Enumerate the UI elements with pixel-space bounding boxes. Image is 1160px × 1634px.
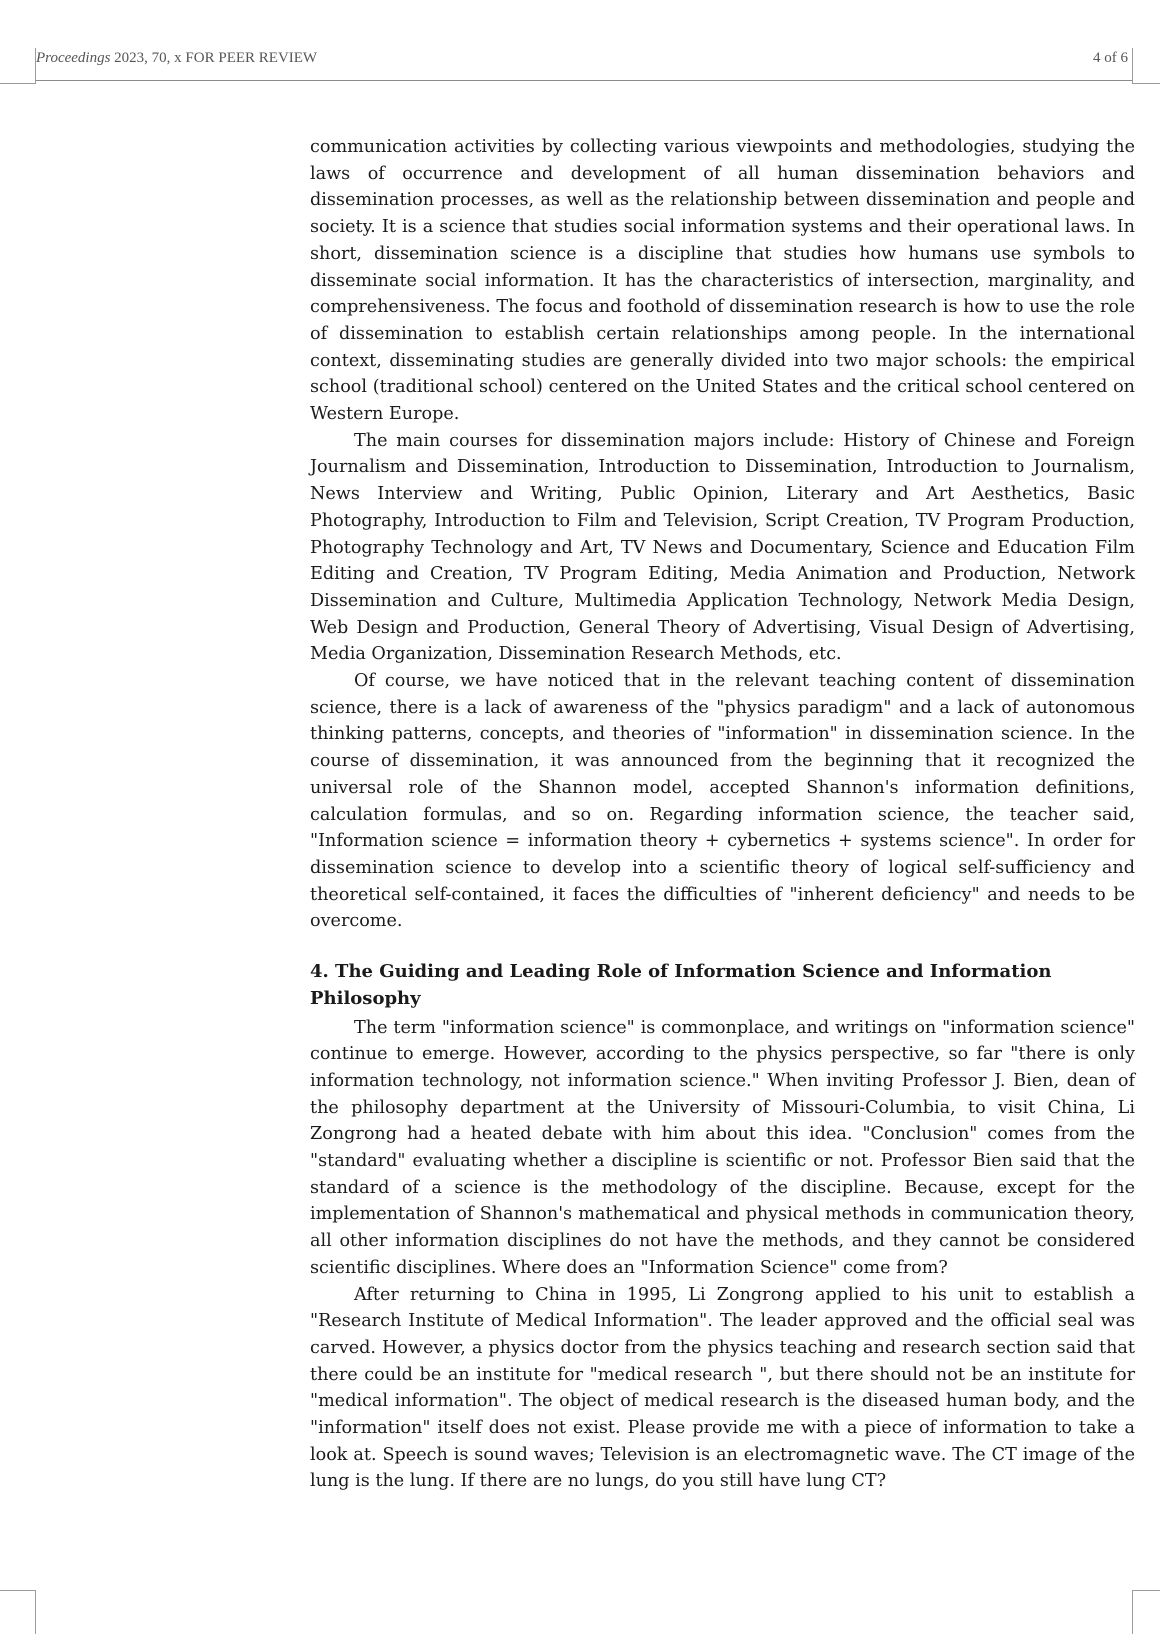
- section-heading: 4. The Guiding and Leading Role of Information Science and Information Philosophy: [310, 961, 1052, 1009]
- paragraph-5: After returning to China in 1995, Li Zongrong applied to his unit to establish a "Research Institute of Medical Information". The leader approved and the official seal was carved. However, a physics doctor from the physics teaching and research section said that there could be an institute for "medical research ", but there should not be an institute for "medical information". The object of medical research is the diseased human body, and the "information" itself does not exist. Please provide me with a piece of information to take a look at. Speech is sound waves; Television is an electromagnetic wave. The CT image of the lung is the lung. If there are no lungs, do you still have lung CT?: [310, 1284, 1135, 1492]
- crop-mark-top-left-v: [35, 48, 36, 84]
- running-header: [36, 48, 1132, 81]
- crop-mark-top-right-h: [1132, 83, 1160, 84]
- main-text: [310, 134, 1135, 1495]
- crop-mark-bottom-right-h: [1132, 1590, 1160, 1591]
- paragraph-1: communication activities by collecting various viewpoints and methodologies, studying the laws of occurrence and development of all human dissemination behaviors and dissemination processes, as well as the relationship between dissemination and people and society. It is a science that studies social information systems and their operational laws. In short, dissemination science is a discipline that studies how humans use symbols to disseminate social information. It has the characteristics of intersection, marginality, and comprehensiveness. The focus and foothold of dissemination research is how to use the role of dissemination to establish certain relationships among people. In the international context, disseminating studies are generally divided into two major schools: the empirical school (traditional school) centered on the United States and the critical school centered on Western Europe.: [310, 137, 1135, 425]
- crop-mark-bottom-right-v: [1132, 1590, 1133, 1634]
- paragraph-2: The main courses for dissemination majors include: History of Chinese and Foreign Journalism and Dissemination, Introduction to Dissemination, Introduction to Journalism, News Interview and Writing, Public Opinion, Literary and Art Aesthetics, Basic Photography, Introduction to Film and Television, Script Creation, TV Program Production, Photography Technology and Art, TV News and Documentary, Science and Education Film Editing and Creation, TV Program Editing, Media Animation and Production, Network Dissemination and Culture, Multimedia Application Technology, Network Media Design, Web Design and Production, General Theory of Advertising, Visual Design of Advertising, Media Organization, Dissemination Research Methods, etc.: [310, 430, 1135, 665]
- crop-mark-bottom-left-h: [0, 1590, 36, 1591]
- crop-mark-top-right-v: [1132, 48, 1133, 84]
- citation-text: 2023, 70, x FOR PEER REVIEW: [114, 50, 318, 66]
- crop-mark-top-left-h: [0, 83, 36, 84]
- page-number: 4 of 6: [1093, 50, 1128, 66]
- header-citation: [36, 50, 317, 67]
- crop-mark-bottom-left-v: [35, 1590, 36, 1634]
- paragraph-3: Of course, we have noticed that in the relevant teaching content of dissemination science, there is a lack of awareness of the "physics paradigm" and a lack of autonomous thinking patterns, concepts, and theories of "information" in dissemination science. In the course of dissemination, it was announced from the beginning that it recognized the universal role of the Shannon model, accepted Shannon's information definitions, calculation formulas, and so on. Regarding information science, the teacher said, "Information science = information theory + cybernetics + systems science". In order for dissemination science to develop into a scientific theory of logical self-sufficiency and theoretical self-contained, it faces the difficulties of "inherent deficiency" and needs to be overcome.: [310, 671, 1135, 932]
- paragraph-4: The term "information science" is commonplace, and writings on "information science" continue to emerge. However, according to the physics perspective, so far "there is only information technology, not information science." When inviting Professor J. Bien, dean of the philosophy department at the University of Missouri-Columbia, to visit China, Li Zongrong had a heated debate with him about this idea. "Conclusion" comes from the "standard" evaluating whether a discipline is scientific or not. Professor Bien said that the standard of a science is the methodology of the discipline. Because, except for the implementation of Shannon's mathematical and physical methods in communication theory, all other information disciplines do not have the methods, and they cannot be considered scientific disciplines. Where does an "Information Science" come from?: [310, 1017, 1135, 1278]
- journal-name: Proceedings: [36, 50, 111, 66]
